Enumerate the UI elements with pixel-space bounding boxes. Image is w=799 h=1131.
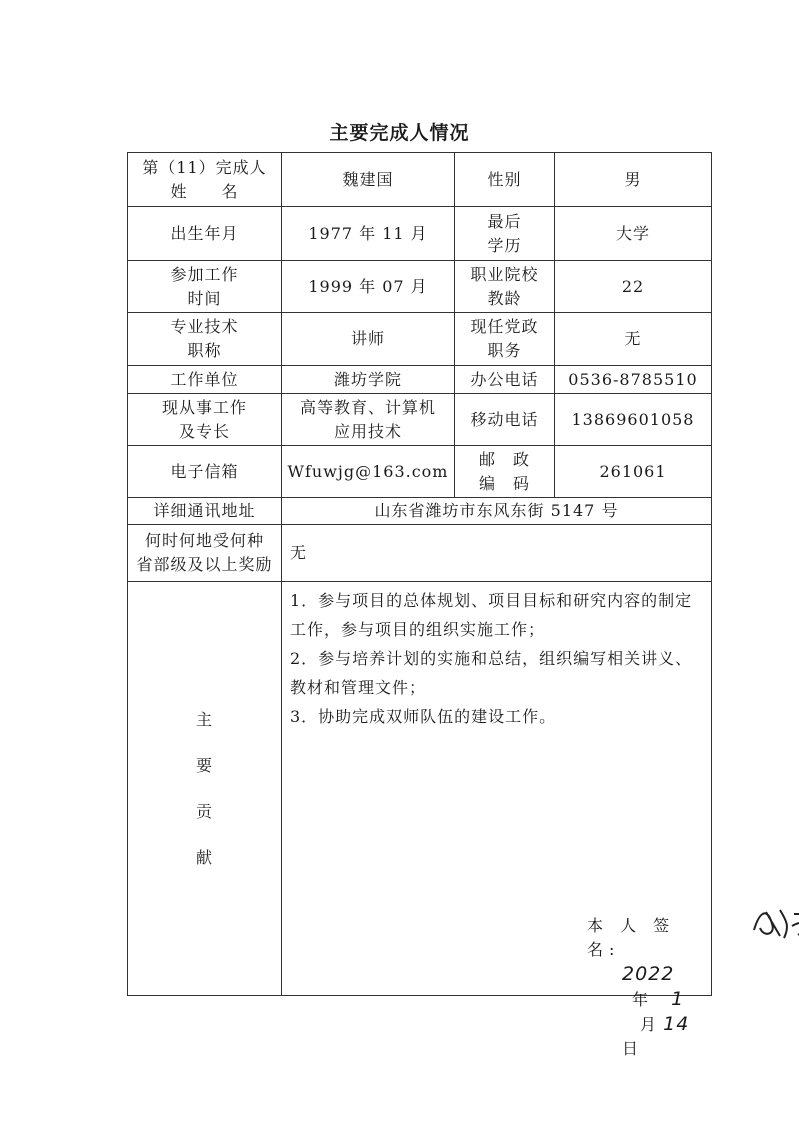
label-education-line2: 学历 xyxy=(487,235,522,255)
value-awards: 无 xyxy=(282,525,712,582)
contribution-item: 3．协助完成双师队伍的建设工作。 xyxy=(290,707,557,726)
date-year-unit: 年 xyxy=(632,990,650,1009)
label-work-start xyxy=(128,261,282,313)
value-office-phone: 0536-8785510 xyxy=(555,366,712,394)
label-education xyxy=(455,207,555,261)
label-teaching-years-line1: 职业院校 xyxy=(470,264,539,284)
value-specialty-line1: 高等教育、计算机 xyxy=(299,397,436,417)
signature-date xyxy=(622,962,711,1061)
value-teaching-years: 22 xyxy=(555,261,712,313)
handwritten-signature xyxy=(750,900,799,944)
value-education: 大学 xyxy=(555,207,712,261)
label-email: 电子信箱 xyxy=(128,446,282,498)
row-name xyxy=(128,153,712,207)
value-birth: 1977 年 11 月 xyxy=(282,207,455,261)
value-work-start: 1999 年 07 月 xyxy=(282,261,455,313)
label-address: 详细通讯地址 xyxy=(128,498,282,525)
personnel-form-table xyxy=(127,152,712,1058)
label-postcode-line2: 编 码 xyxy=(478,473,530,493)
page-title: 主要完成人情况 xyxy=(329,122,470,144)
label-tech-title-line1: 专业技术 xyxy=(170,317,239,336)
value-party-post: 无 xyxy=(555,313,712,366)
value-employer: 潍坊学院 xyxy=(282,366,455,394)
date-day-unit: 日 xyxy=(622,1039,640,1058)
date-year: 2022 xyxy=(622,963,675,985)
label-postcode-line1: 邮 政 xyxy=(478,449,530,469)
row-work-start xyxy=(128,261,712,313)
label-work-start-line2: 时间 xyxy=(187,288,222,308)
value-specialty-line2: 应用技术 xyxy=(333,421,402,441)
label-postcode xyxy=(455,446,555,498)
label-birth: 出生年月 xyxy=(128,207,282,261)
value-specialty xyxy=(282,394,455,446)
label-awards-line2: 省部级及以上奖励 xyxy=(136,555,273,574)
label-employer: 工作单位 xyxy=(128,366,282,394)
label-contribution-char: 要 xyxy=(195,755,213,775)
label-specialty xyxy=(128,394,282,446)
date-day: 14 xyxy=(663,1013,690,1035)
row-address xyxy=(128,498,712,525)
label-awards xyxy=(128,525,282,582)
value-postcode: 261061 xyxy=(555,446,712,498)
label-party-post-line1: 现任党政 xyxy=(470,317,539,336)
row-email xyxy=(128,446,712,498)
label-work-start-line1: 参加工作 xyxy=(170,264,239,284)
row-contribution xyxy=(128,582,712,996)
value-email: Wfuwjg@163.com xyxy=(282,446,455,498)
signature-label: 本 人 签 名: xyxy=(587,916,676,959)
label-specialty-line1: 现从事工作 xyxy=(161,397,247,417)
label-gender: 性别 xyxy=(455,153,555,207)
contribution-item: 2．参与培养计划的实施和总结，组织编写相关讲义、教材和管理文件； xyxy=(290,649,693,697)
label-office-phone: 办公电话 xyxy=(455,366,555,394)
value-address: 山东省潍坊市东风东街 5147 号 xyxy=(282,498,712,525)
label-name-line2: 姓 名 xyxy=(170,181,239,201)
label-teaching-years xyxy=(455,261,555,313)
label-contribution-char: 贡 xyxy=(195,801,213,821)
label-party-post xyxy=(455,313,555,366)
date-month: 1 xyxy=(671,988,685,1010)
label-awards-line1: 何时何地受何种 xyxy=(144,531,264,550)
label-mobile-phone: 移动电话 xyxy=(455,394,555,446)
row-birth xyxy=(128,207,712,261)
label-party-post-line2: 职务 xyxy=(487,341,522,360)
value-contribution xyxy=(282,582,712,1058)
label-education-line1: 最后 xyxy=(487,211,522,231)
value-gender: 男 xyxy=(555,153,712,207)
label-contribution-char: 献 xyxy=(195,847,213,867)
row-title xyxy=(128,313,712,366)
label-name xyxy=(128,153,282,207)
label-contribution-char: 主 xyxy=(195,709,213,729)
row-awards xyxy=(128,525,712,582)
value-tech-title: 讲师 xyxy=(282,313,455,366)
contribution-list xyxy=(282,582,711,731)
value-mobile-phone: 13869601058 xyxy=(555,394,712,446)
label-name-line1: 第（11）完成人 xyxy=(142,157,267,177)
value-name: 魏建国 xyxy=(282,153,455,207)
date-month-unit: 月 xyxy=(640,1015,658,1034)
label-tech-title-line2: 职称 xyxy=(187,341,222,360)
row-specialty xyxy=(128,394,712,446)
contribution-item: 1．参与项目的总体规划、项目目标和研究内容的制定工作，参与项目的组织实施工作； xyxy=(290,591,693,639)
label-tech-title xyxy=(128,313,282,366)
label-contribution xyxy=(128,582,282,996)
label-teaching-years-line2: 教龄 xyxy=(487,288,522,308)
label-specialty-line2: 及专长 xyxy=(178,421,230,441)
row-employer xyxy=(128,366,712,394)
